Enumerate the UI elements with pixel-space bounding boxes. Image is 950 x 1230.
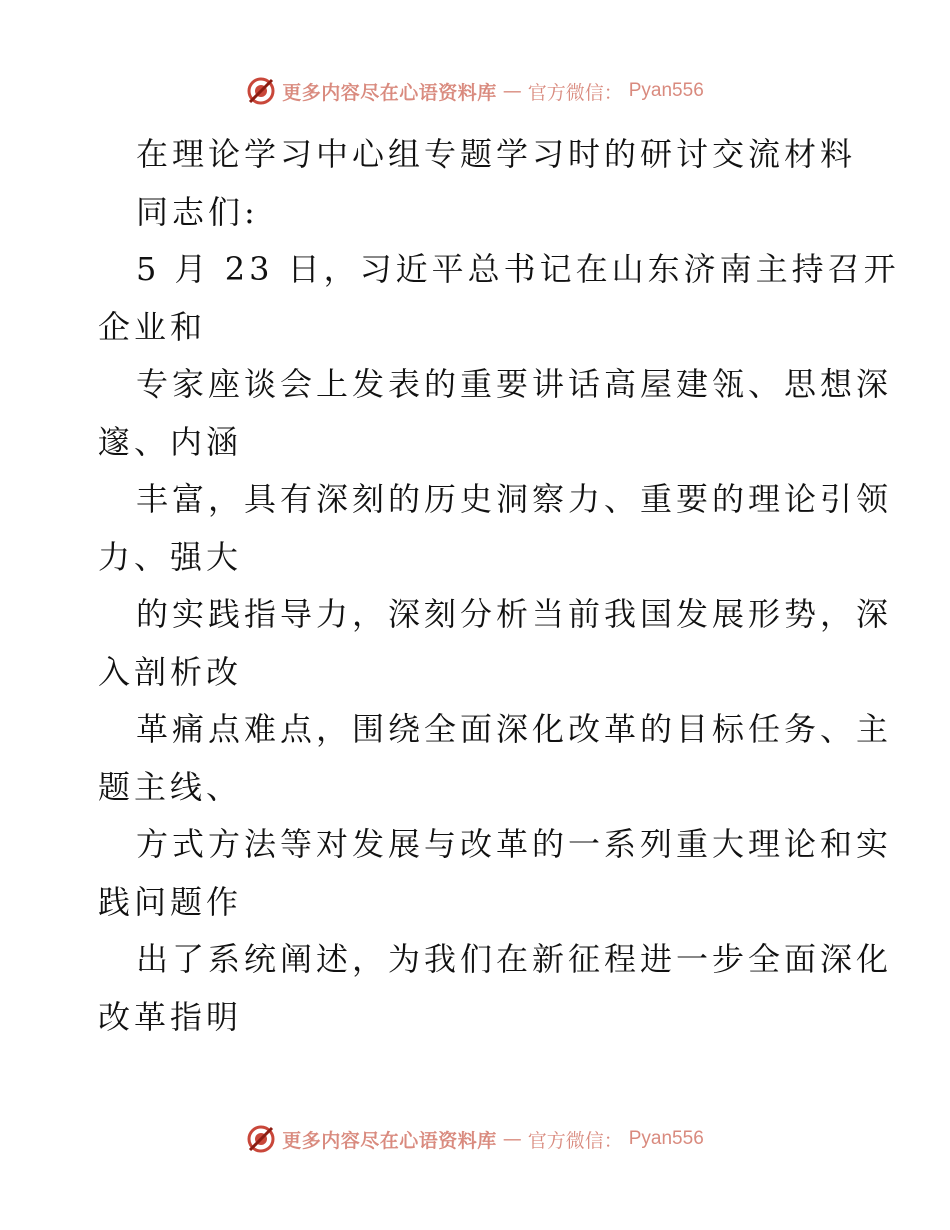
text-line: 的实践指导力，深刻分析当前我国发展形势，深	[136, 595, 893, 633]
text-line: 专家座谈会上发表的重要讲话高屋建瓴、思想深	[136, 365, 893, 403]
red-brush-logo-icon	[246, 76, 276, 106]
banner-wechat-id: Pyan556	[628, 80, 704, 101]
banner-title: 更多内容尽在心语资料库	[282, 81, 497, 104]
text-line: 践问题作	[98, 882, 243, 921]
banner-title: 更多内容尽在心语资料库	[282, 1129, 497, 1152]
text-line: 改革指明	[98, 997, 243, 1036]
text-line: 方式方法等对发展与改革的一系列重大理论和实	[136, 825, 893, 863]
text-line: 5 月 23 日，习近平总书记在山东济南主持召开	[136, 250, 900, 288]
banner-wechat-id: Pyan556	[628, 1128, 704, 1149]
text-line: 邃、内涵	[98, 422, 243, 461]
text-line: 丰富，具有深刻的历史洞察力、重要的理论引领	[136, 480, 893, 518]
text-line: 力、强大	[98, 537, 243, 576]
document-body	[98, 126, 900, 1046]
banner-wechat-label: 官方微信：	[527, 81, 623, 104]
text-line: 出了系统阐述，为我们在新征程进一步全面深化	[136, 940, 893, 978]
header-banner	[0, 74, 950, 108]
salutation: 同志们:	[136, 192, 259, 231]
document-title: 在理论学习中心组专题学习时的研讨交流材料	[136, 135, 857, 173]
text-line: 革痛点难点，围绕全面深化改革的目标任务、主	[136, 710, 893, 748]
banner-wechat-label: 官方微信：	[527, 1129, 623, 1152]
text-line: 企业和	[98, 307, 207, 346]
red-brush-logo-icon	[246, 1124, 276, 1154]
text-line: 入剖析改	[98, 652, 243, 691]
banner-dash: —	[502, 80, 522, 102]
banner-dash: —	[502, 1128, 522, 1150]
text-line: 题主线、	[98, 767, 243, 806]
footer-banner	[0, 1122, 950, 1156]
